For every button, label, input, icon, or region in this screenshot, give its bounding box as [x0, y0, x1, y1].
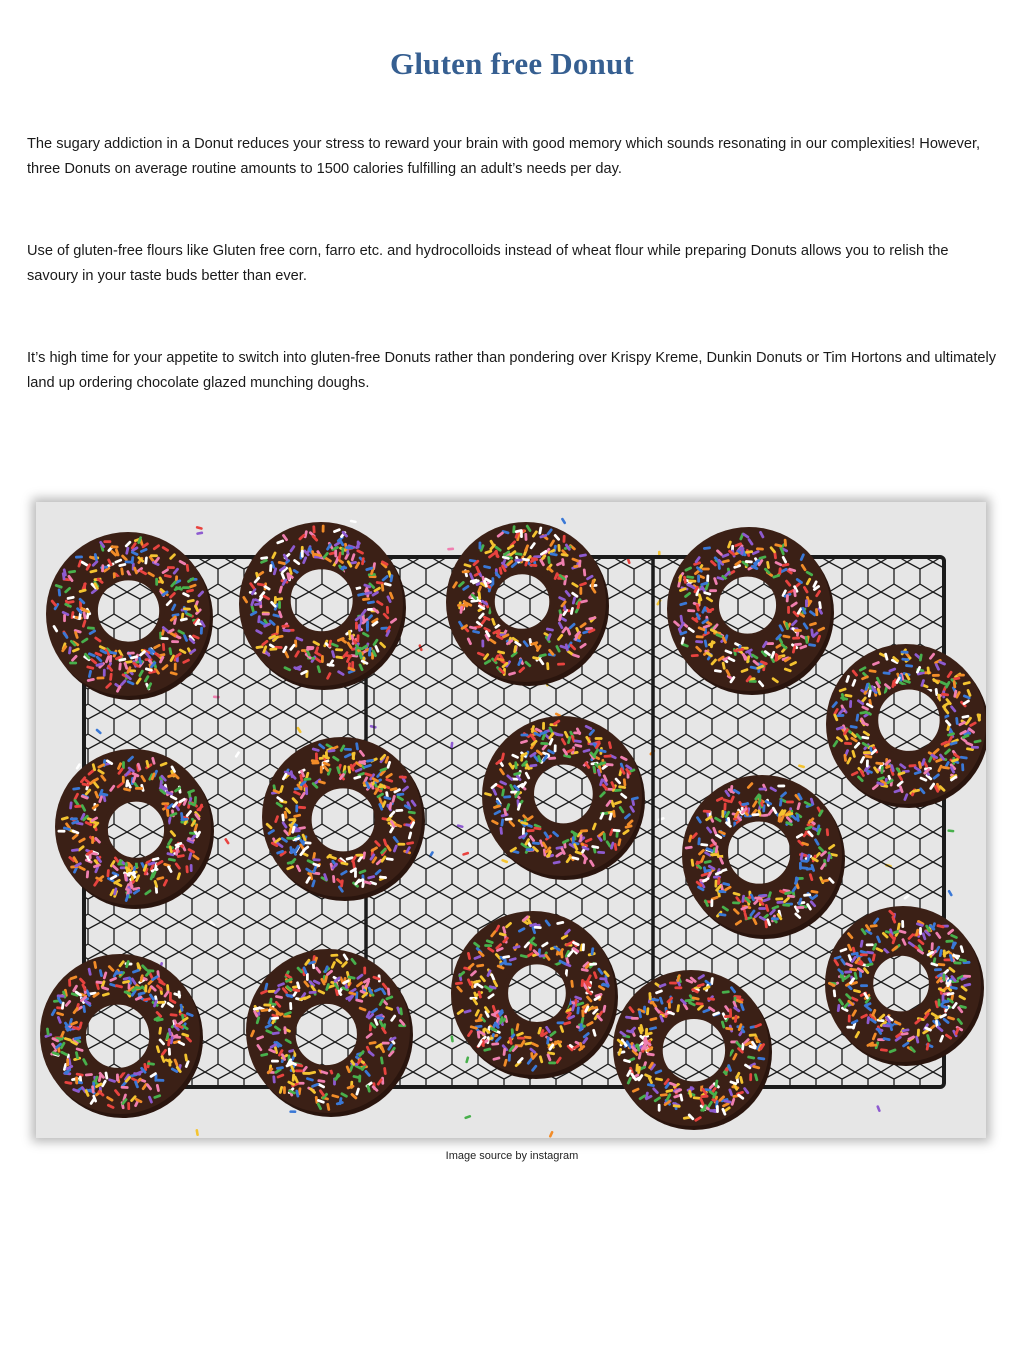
sprinkle: [121, 1086, 129, 1089]
sprinkle: [269, 648, 277, 651]
sprinkle: [75, 555, 83, 558]
sprinkle: [150, 554, 158, 557]
sprinkle: [846, 1026, 854, 1029]
sprinkle: [174, 663, 177, 671]
sprinkle: [579, 1023, 582, 1031]
sprinkle: [749, 1073, 752, 1081]
sprinkle: [669, 982, 677, 985]
sprinkle: [354, 870, 357, 878]
sprinkle: [844, 970, 852, 973]
sprinkle: [116, 1074, 119, 1082]
sprinkle: [505, 818, 513, 821]
sprinkle: [484, 944, 492, 947]
sprinkle: [514, 559, 522, 562]
sprinkle: [315, 752, 318, 760]
sprinkle: [919, 927, 922, 935]
sprinkle: [709, 589, 717, 592]
appetite-paragraph: It’s high time for your appetite to switch into gluten-free Donuts rather than pondering over Krispy Kreme, Dunkin Donuts or Tim Hortons and ultimately land up ordering chocolate glazed munching doughs.: [27, 350, 997, 391]
sprinkle: [135, 787, 143, 790]
sprinkle: [478, 542, 481, 550]
sprinkle: [581, 1009, 584, 1017]
sprinkle: [938, 999, 941, 1007]
sprinkle: [194, 796, 197, 804]
sprinkle: [932, 674, 940, 677]
sprinkle: [844, 742, 852, 745]
intro-paragraph: The sugary addiction in a Donut reduces your stress to reward your brain with good memory which sounds resonating in our complexities! However, three Donuts on average routine amounts to 1500 calories fulfilling an adult’s needs per day.: [27, 136, 981, 177]
donuts-photo-illustration: [36, 502, 986, 1138]
page-title: Gluten free Donut: [390, 46, 634, 81]
sprinkle: [103, 669, 106, 677]
sprinkle: [697, 575, 700, 583]
sprinkle: [491, 577, 494, 585]
sprinkle: [723, 803, 726, 811]
sprinkle: [710, 853, 718, 856]
sprinkle: [546, 662, 549, 670]
sprinkle: [696, 635, 704, 638]
sprinkle: [295, 804, 298, 812]
sprinkle: [557, 663, 565, 666]
sprinkle: [849, 700, 852, 708]
sprinkle: [777, 785, 785, 788]
sprinkle: [276, 625, 279, 633]
sprinkle: [554, 1041, 562, 1044]
sprinkle: [517, 1037, 525, 1040]
sprinkle: [758, 788, 766, 791]
sprinkle: [942, 973, 945, 981]
sprinkle: [805, 599, 808, 607]
sprinkle: [931, 942, 934, 950]
sprinkle: [580, 829, 588, 832]
sprinkle: [674, 986, 682, 989]
sprinkle: [866, 943, 874, 946]
sprinkle: [716, 1105, 719, 1113]
sprinkle: [702, 568, 710, 571]
sprinkle: [631, 1017, 639, 1020]
sprinkle: [168, 1048, 171, 1056]
sprinkle: [758, 907, 766, 910]
sprinkle: [866, 759, 869, 767]
sprinkle: [508, 1054, 511, 1062]
sprinkle: [263, 1003, 271, 1006]
sprinkle: [182, 586, 190, 589]
sprinkle: [724, 1015, 732, 1018]
sprinkle: [344, 748, 352, 751]
sprinkle: [527, 829, 535, 832]
sprinkle: [57, 830, 65, 833]
sprinkle: [961, 763, 964, 771]
sprinkle: [289, 1002, 292, 1010]
sprinkle: [520, 734, 528, 737]
sprinkle: [91, 836, 94, 844]
sprinkle: [658, 1104, 661, 1112]
sprinkle: [714, 880, 717, 888]
sprinkle: [573, 731, 581, 734]
sprinkle: [901, 920, 904, 928]
sprinkle: [648, 992, 651, 1000]
sprinkle: [860, 953, 868, 956]
sprinkle: [399, 775, 407, 778]
sprinkle: [70, 817, 78, 820]
sprinkle: [341, 547, 344, 555]
sprinkle: [595, 737, 603, 740]
sprinkle: [334, 549, 337, 557]
sprinkle: [286, 837, 294, 840]
sprinkle: [794, 629, 802, 632]
sprinkle: [796, 906, 804, 909]
sprinkle: [75, 1076, 78, 1084]
sprinkle: [322, 525, 325, 533]
sprinkle: [775, 897, 783, 900]
donuts-photo: [36, 502, 986, 1138]
sprinkle: [271, 1060, 279, 1063]
sprinkle: [687, 609, 695, 612]
sprinkle: [295, 1069, 303, 1072]
sprinkle: [787, 606, 790, 614]
sprinkle: [792, 636, 800, 639]
loose-sprinkle: [289, 1110, 296, 1113]
flours-paragraph: Use of gluten-free flours like Gluten free corn, farro etc. and hydrocolloids instead of wheat flour while preparing Donuts allows you to relish the savoury in your taste buds better than ever.: [27, 243, 949, 284]
sprinkle: [799, 862, 802, 870]
sprinkle: [144, 984, 147, 992]
sprinkle: [96, 676, 104, 679]
sprinkle: [309, 991, 317, 994]
sprinkle: [953, 961, 961, 964]
sprinkle: [305, 787, 308, 795]
sprinkle: [313, 858, 321, 861]
sprinkle: [363, 966, 366, 974]
sprinkle: [710, 899, 713, 907]
sprinkle: [312, 525, 315, 533]
sprinkle: [706, 574, 709, 582]
sprinkle: [298, 806, 306, 809]
sprinkle: [283, 1086, 286, 1094]
sprinkle: [161, 637, 169, 640]
sprinkle: [848, 1014, 851, 1022]
sprinkle: [311, 761, 319, 764]
sprinkle: [127, 1102, 130, 1110]
sprinkle: [863, 751, 871, 754]
image-caption: Image source by instagram: [445, 1150, 579, 1162]
sprinkle: [548, 1061, 556, 1064]
sprinkle: [579, 587, 582, 595]
sprinkle: [481, 639, 484, 647]
sprinkle: [786, 594, 789, 602]
sprinkle: [603, 833, 606, 841]
sprinkle: [355, 622, 358, 630]
sprinkle: [524, 533, 527, 541]
sprinkle: [157, 1001, 165, 1004]
sprinkle: [795, 876, 798, 884]
sprinkle: [397, 843, 405, 846]
sprinkle: [269, 564, 272, 572]
sprinkle: [103, 540, 111, 543]
sprinkle: [635, 1064, 638, 1072]
sprinkle: [957, 674, 965, 677]
sprinkle: [860, 984, 868, 987]
sprinkle: [542, 722, 545, 730]
sprinkle: [386, 606, 389, 614]
sprinkle: [321, 655, 324, 663]
sprinkle: [63, 614, 66, 622]
sprinkle: [900, 651, 908, 654]
sprinkle: [171, 640, 179, 643]
sprinkle: [66, 1058, 69, 1066]
sprinkle: [554, 744, 557, 752]
sprinkle: [603, 755, 611, 758]
sprinkle: [101, 564, 104, 572]
sprinkle: [69, 662, 77, 665]
sprinkle: [771, 917, 779, 920]
sprinkle: [721, 810, 724, 818]
sprinkle: [934, 968, 942, 971]
sprinkle: [155, 578, 158, 586]
sprinkle: [582, 943, 585, 951]
sprinkle: [943, 949, 946, 957]
sprinkle: [335, 648, 343, 651]
sprinkle: [156, 1079, 164, 1082]
sprinkle: [526, 848, 534, 851]
sprinkle: [732, 901, 740, 904]
sprinkle: [306, 973, 309, 981]
sprinkle: [262, 613, 270, 616]
sprinkle: [963, 975, 971, 978]
sprinkle: [756, 547, 764, 550]
sprinkle: [301, 550, 304, 558]
sprinkle: [320, 766, 323, 774]
sprinkle: [127, 652, 135, 655]
sprinkle: [366, 624, 369, 632]
sprinkle: [382, 1042, 390, 1045]
sprinkle: [200, 627, 203, 635]
sprinkle: [358, 624, 361, 632]
sprinkle: [278, 601, 281, 609]
sprinkle: [557, 544, 560, 552]
sprinkle: [562, 535, 565, 543]
sprinkle: [522, 827, 525, 835]
sprinkle: [283, 1026, 286, 1034]
sprinkle: [134, 986, 142, 989]
sprinkle: [109, 655, 112, 663]
sprinkle: [688, 579, 696, 582]
sprinkle: [540, 742, 548, 745]
sprinkle: [356, 634, 359, 642]
sprinkle: [190, 864, 193, 872]
sprinkle: [110, 545, 118, 548]
sprinkle: [281, 625, 289, 628]
sprinkle: [786, 801, 794, 804]
sprinkle: [917, 1029, 920, 1037]
